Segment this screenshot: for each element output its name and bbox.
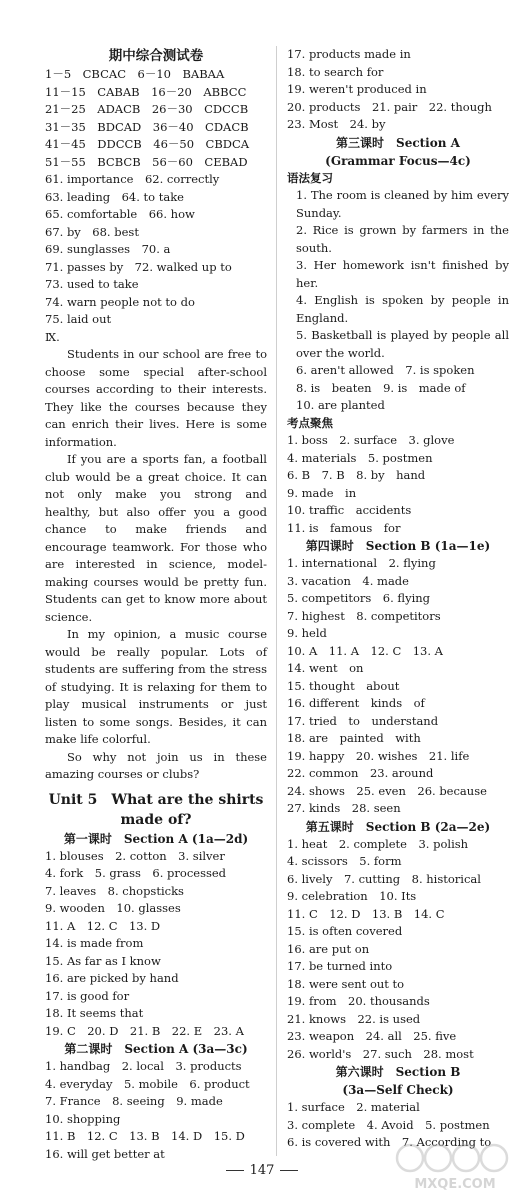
answer-row: Ⅸ. <box>45 329 60 344</box>
answer-row: 4. scissors 5. form <box>287 854 402 868</box>
grammar-item: 10. are planted <box>296 398 385 412</box>
answer-row: 15. thought about <box>287 678 400 693</box>
answer-row: 3. complete 4. Avoid 5. postmen <box>287 1117 490 1132</box>
watermark-text: MXQE.COM <box>414 1177 496 1192</box>
answer-row: 15. is often covered <box>287 924 403 938</box>
answer-row: 73. used to take <box>45 277 139 291</box>
answer-row: 27. kinds 28. seen <box>287 801 401 815</box>
key-points-answers <box>287 432 509 537</box>
answer-row: 17. tried to understand <box>287 713 439 728</box>
grammar-review-label: 语法复习 <box>287 170 333 185</box>
left-column <box>45 46 267 1163</box>
unit-title-line-1: Unit 5 What are the shirts <box>48 791 264 808</box>
answer-row: 4. fork 5. grass 6. processed <box>45 866 227 880</box>
answer-row: 11. C 12. D 13. B 14. C <box>287 906 445 921</box>
lesson-4-answers <box>287 555 509 818</box>
answer-row: 11－15 CABAB 16－20 ABBCC <box>45 84 247 99</box>
lesson-2-title: 第二课时 Section A (3a—3c) <box>64 1042 248 1056</box>
watermark-logo <box>394 1140 516 1194</box>
answer-row: 14. went on <box>287 661 364 675</box>
exam-answer-list <box>45 66 267 346</box>
answer-row: 1. handbag 2. local 3. products <box>45 1059 242 1073</box>
answer-row: 7. France 8. seeing 9. made <box>45 1094 223 1108</box>
lesson-1-title: 第一课时 Section A (1a—2d) <box>63 831 249 846</box>
answer-row: 10. A 11. A 12. C 13. A <box>287 643 443 658</box>
answer-row: 19. C 20. D 21. B 22. E 23. A <box>45 1023 244 1038</box>
lesson-6-subtitle: (3a—Self Check) <box>342 1083 454 1097</box>
answer-row: 17. is good for <box>45 988 130 1003</box>
grammar-item: 8. is beaten 9. is made of <box>296 380 466 395</box>
answer-row: 22. common 23. around <box>287 766 434 780</box>
essay-paragraph-4: So why not join us in these amazing courses or clubs? <box>45 749 267 781</box>
answer-row: 19. from 20. thousands <box>287 994 430 1008</box>
grammar-item: 4. English is spoken by people in England. <box>296 293 509 325</box>
grammar-answers <box>287 187 509 415</box>
answer-row: 1. heat 2. complete 3. polish <box>287 836 469 851</box>
answer-row: 11. A 12. C 13. D <box>45 918 161 933</box>
essay-paragraph-1: Students in our school are free to choose some special after-school courses according to their interests. They like the courses because they can enrich their lives. Here is some information. <box>45 347 267 449</box>
answer-row: 1－5 CBCAC 6－10 BABAA <box>45 67 225 81</box>
answer-row: 21. knows 22. is used <box>287 1011 421 1026</box>
answer-row: 18. were sent out to <box>287 976 405 991</box>
answer-row: 7. leaves 8. chopsticks <box>45 883 184 898</box>
lesson-2-continued-answers <box>287 46 509 134</box>
answer-row: 17. products made in <box>287 47 411 61</box>
answer-row: 19. weren't produced in <box>287 82 427 96</box>
unit-title-line-2: made of? <box>120 811 192 828</box>
answer-row: 1. boss 2. surface 3. glove <box>287 433 455 447</box>
answer-row: 10. shopping <box>45 1111 121 1126</box>
lesson-1-answers <box>45 848 267 1041</box>
lesson-5-answers <box>287 836 509 1064</box>
answer-row: 18. are painted with <box>287 731 421 745</box>
answer-row: 6. lively 7. cutting 8. historical <box>287 871 481 886</box>
answer-row: 67. by 68. best <box>45 224 139 239</box>
answer-row: 9. wooden 10. glasses <box>45 901 181 915</box>
answer-row: 51－55 BCBCB 56－60 CEBAD <box>45 154 248 169</box>
column-divider <box>276 46 277 1156</box>
answer-row: 74. warn people not to do <box>45 294 195 309</box>
answer-row: 41－45 DDCCB 46－50 CBDCA <box>45 137 250 151</box>
answer-row: 16. are put on <box>287 941 370 956</box>
answer-row: 1. surface 2. material <box>287 1100 420 1114</box>
lesson-6-title: 第六课时 Section B <box>335 1065 461 1079</box>
answer-row: 11. B 12. C 13. B 14. D 15. D <box>45 1129 245 1143</box>
lesson-5-title: 第五课时 Section B (2a—2e) <box>305 819 491 834</box>
answer-row: 1. blouses 2. cotton 3. silver <box>45 848 225 863</box>
answer-row: 15. As far as I know <box>45 953 161 968</box>
answer-row: 69. sunglasses 70. a <box>45 242 171 256</box>
essay-paragraph-2: If you are a sports fan, a football club would be a great choice. It can not only make you strong and healthy, but also offer you a good chance to make friends and encourage teamwork. For those who are interested in science, model-making courses would be pretty fun. Students can get to know more about science. <box>45 452 267 624</box>
key-points-label: 考点聚焦 <box>287 415 333 430</box>
answer-row: 21－25 ADACB 26－30 CDCCB <box>45 102 249 116</box>
answer-row: 1. international 2. flying <box>287 556 436 570</box>
grammar-item: 1. The room is cleaned by him every Sunday. <box>296 188 509 220</box>
answer-row: 26. world's 27. such 28. most <box>287 1046 474 1061</box>
answer-row: 4. materials 5. postmen <box>287 450 433 465</box>
lesson-3-title: 第三课时 Section A <box>336 135 460 150</box>
essay-paragraph-3: In my opinion, a music course would be really popular. Lots of students are suffering from the stress of studying. It is relaxing for them to play musical instruments or just listen to some songs. Besides, it can make life colorful. <box>45 627 267 746</box>
lesson-3-subtitle: (Grammar Focus—4c) <box>325 153 471 168</box>
answer-row: 63. leading 64. to take <box>45 189 184 204</box>
answer-row: 18. to search for <box>287 64 384 79</box>
exam-title: 期中综合测试卷 <box>108 48 204 64</box>
page-number-left-dash <box>226 1170 244 1171</box>
answer-row: 10. traffic accidents <box>287 503 412 517</box>
grammar-item: 5. Basketball is played by people all over the world. <box>296 328 509 360</box>
answer-row: 4. everyday 5. mobile 6. product <box>45 1076 250 1091</box>
answer-row: 20. products 21. pair 22. though <box>287 99 492 114</box>
lesson-4-title: 第四课时 Section B (1a—1e) <box>305 539 491 553</box>
answer-row: 16. will get better at <box>45 1146 165 1161</box>
lesson-2-answers <box>45 1058 267 1163</box>
right-column <box>287 46 509 1152</box>
answer-row: 6. B 7. B 8. by hand <box>287 468 426 482</box>
answer-row: 3. vacation 4. made <box>287 573 409 588</box>
page-number-value: 147 <box>249 1163 275 1178</box>
answer-row: 18. It seems that <box>45 1006 144 1020</box>
grammar-item: 6. aren't allowed 7. is spoken <box>296 363 475 377</box>
answer-row: 75. laid out <box>45 312 112 326</box>
answer-row: 24. shows 25. even 26. because <box>287 783 487 798</box>
answer-row: 5. competitors 6. flying <box>287 591 431 605</box>
answer-row: 23. Most 24. by <box>287 117 386 131</box>
answer-row: 16. different kinds of <box>287 696 425 710</box>
answer-row: 65. comfortable 66. how <box>45 207 195 221</box>
grammar-item: 2. Rice is grown by farmers in the south. <box>296 223 509 255</box>
answer-row: 31－35 BDCAD 36－40 CDACB <box>45 119 249 134</box>
answer-row: 23. weapon 24. all 25. five <box>287 1029 457 1043</box>
answer-row: 6. is covered with 7. According to <box>287 1135 492 1149</box>
answer-row: 19. happy 20. wishes 21. life <box>287 748 470 763</box>
answer-row: 16. are picked by hand <box>45 971 179 985</box>
page-number-right-dash <box>280 1170 298 1171</box>
answer-row: 9. made in <box>287 485 357 500</box>
answer-row: 9. celebration 10. Its <box>287 889 417 903</box>
answer-row: 17. be turned into <box>287 959 393 973</box>
grammar-item: 3. Her homework isn't finished by her. <box>296 258 509 290</box>
answer-row: 9. held <box>287 626 327 640</box>
answer-row: 7. highest 8. competitors <box>287 608 441 623</box>
answer-row: 61. importance 62. correctly <box>45 172 220 186</box>
answer-row: 14. is made from <box>45 936 144 950</box>
answer-row: 11. is famous for <box>287 520 401 535</box>
answer-row: 71. passes by 72. walked up to <box>45 259 232 274</box>
